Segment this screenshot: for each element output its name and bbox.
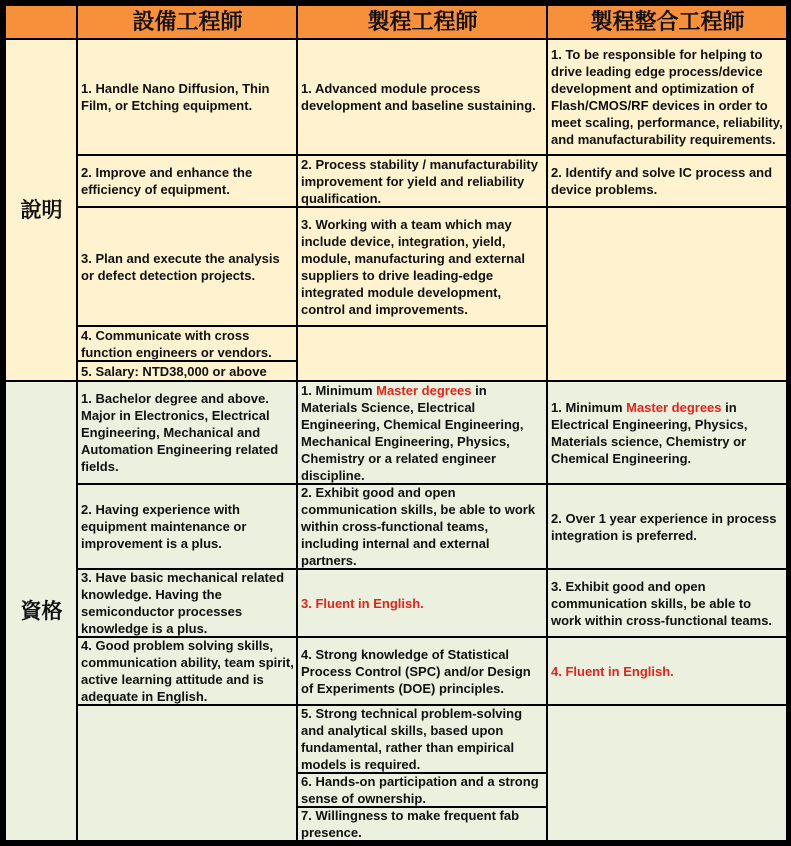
qual-equipment-1: 1. Bachelor degree and above. Major in Electronics, Electrical Engineering, Mechanical and Automation Engineering related fields. [78,382,296,483]
qual-integration-empty [548,706,786,840]
section-qualification-label: 資格 [6,382,76,840]
qual-process-5: 5. Strong technical problem-solving and analytical skills, based upon fundamental, rather than empirical models is required. [298,706,546,772]
desc-equipment-3: 3. Plan and execute the analysis or defect detection projects. [78,208,296,325]
qual-process-3: 3. Fluent in English. [298,570,546,636]
qual-process-4: 4. Strong knowledge of Statistical Process Control (SPC) and/or Design of Experiments (DOE) principles. [298,638,546,704]
qual-equipment-4: 4. Good problem solving skills, communication ability, team spirit, active learning attitude and is adequate in English. [78,638,296,704]
header-process-engineer: 製程工程師 [298,6,546,38]
highlight-master-degrees: Master degrees [376,382,472,398]
desc-equipment-5: 5. Salary: NTD38,000 or above [78,362,296,380]
highlight-master-degrees: Master degrees [626,399,722,415]
header-corner [6,6,76,38]
header-integration-engineer: 製程整合工程師 [548,6,786,38]
desc-equipment-2: 2. Improve and enhance the efficiency of equipment. [78,156,296,206]
desc-process-3: 3. Working with a team which may include device, integration, yield, module, manufacturing and external suppliers to drive leading-edge integrated module development, control and improvements. [298,208,546,325]
desc-process-empty [298,327,546,380]
desc-integration-1: 1. To be responsible for helping to drive leading edge process/device development and optimization of Flash/CMOS/RF devices in order to meet scaling, performance, reliability, and manufacturability requirements. [548,40,786,154]
qual-equipment-2: 2. Having experience with equipment maintenance or improvement is a plus. [78,485,296,568]
qual-process-1: 1. Minimum Master degrees in Materials Science, Electrical Engineering, Chemical Engineering, Mechanical Engineering, Physics, Chemistry or a related engineer discipline. [298,382,546,483]
qual-process-6: 6. Hands-on participation and a strong sense of ownership. [298,774,546,806]
desc-integration-2: 2. Identify and solve IC process and device problems. [548,156,786,206]
desc-process-1: 1. Advanced module process development and baseline sustaining. [298,40,546,154]
header-equipment-engineer: 設備工程師 [78,6,296,38]
qual-process-2: 2. Exhibit good and open communication skills, be able to work within cross-functional teams, including internal and external partners. [298,485,546,568]
desc-equipment-1: 1. Handle Nano Diffusion, Thin Film, or Etching equipment. [78,40,296,154]
qual-equipment-3: 3. Have basic mechanical related knowledge. Having the semiconductor processes knowledge is a plus. [78,570,296,636]
qual-integration-1: 1. Minimum Master degrees in Electrical Engineering, Physics, Materials science, Chemistry or Chemical Engineering. [548,382,786,483]
desc-integration-empty [548,208,786,380]
qual-process-7: 7. Willingness to make frequent fab presence. [298,808,546,840]
desc-equipment-4: 4. Communicate with cross function engineers or vendors. [78,327,296,360]
qual-integration-3: 3. Exhibit good and open communication skills, be able to work within cross-functional teams. [548,570,786,636]
qual-equipment-empty [78,706,296,840]
qual-integration-4: 4. Fluent in English. [548,638,786,704]
desc-process-2: 2. Process stability / manufacturability improvement for yield and reliability qualification. [298,156,546,206]
qual-integration-2: 2. Over 1 year experience in process integration is preferred. [548,485,786,568]
section-description-label: 說明 [6,40,76,380]
